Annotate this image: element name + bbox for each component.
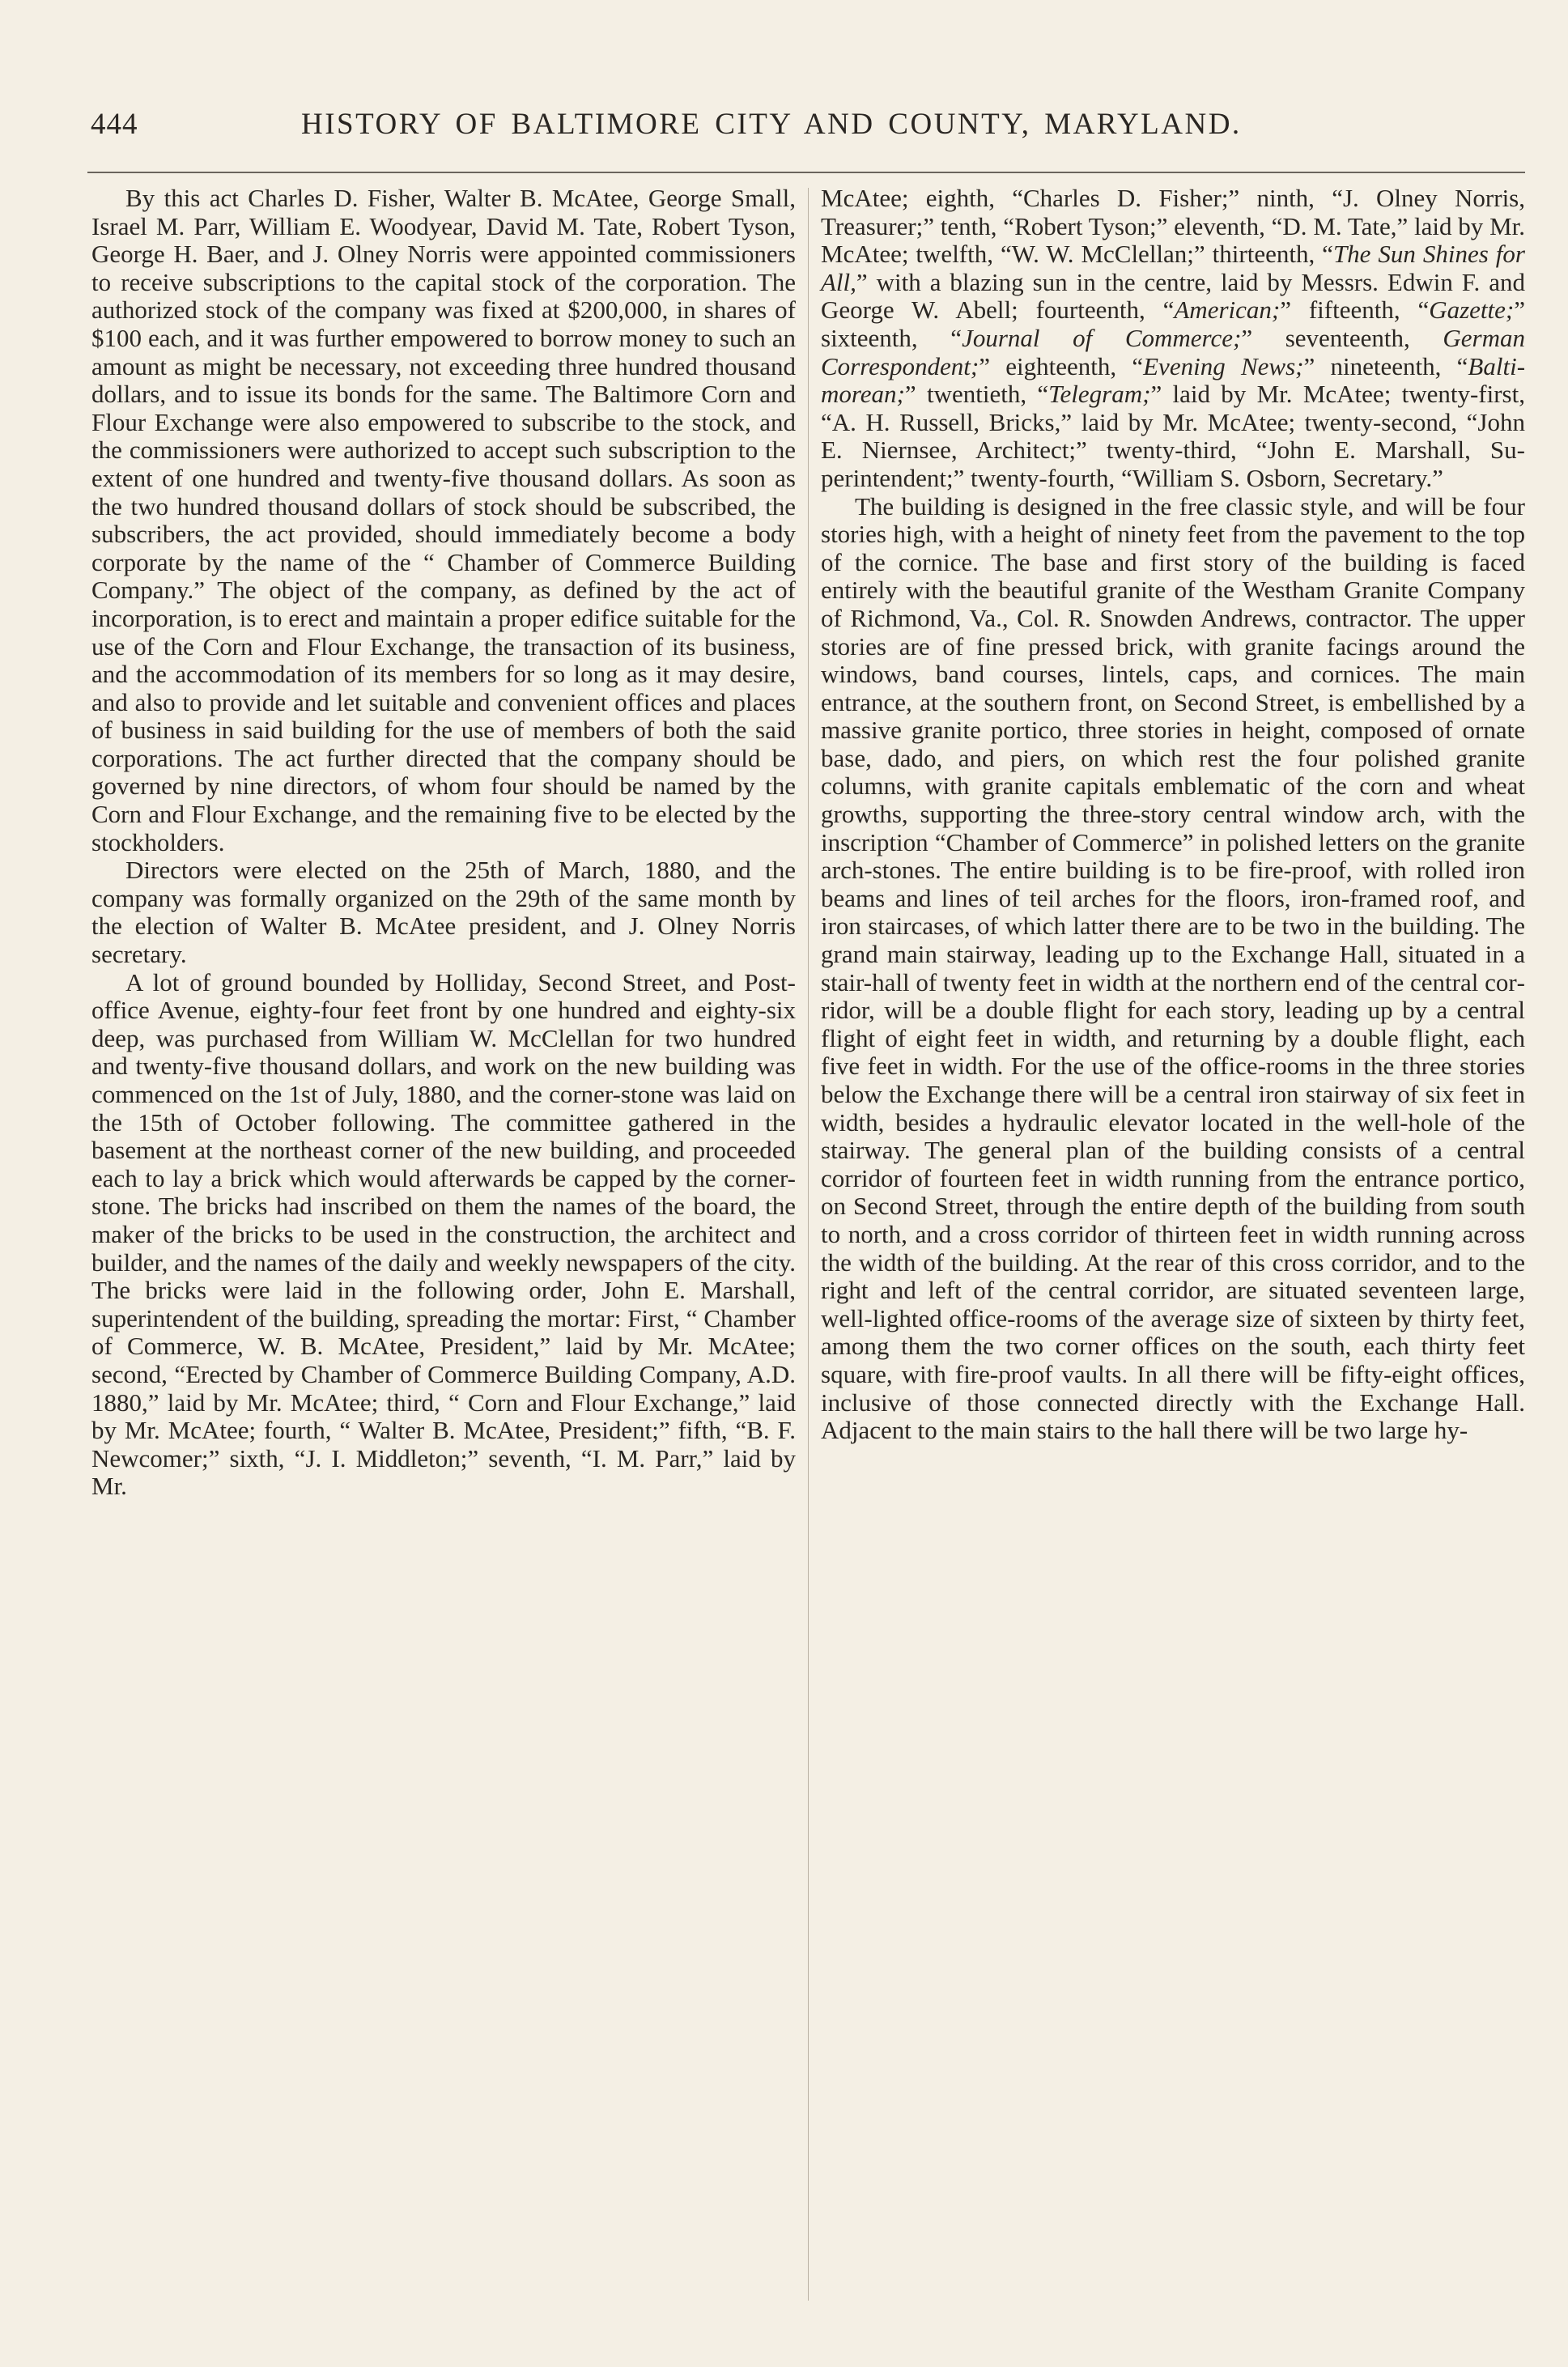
- paragraph: A lot of ground bounded by Holliday, Second Street, and Post-office Avenue, eighty-four feet front by one hundred and eighty-six deep, was purchased from William W. McClellan for two hundred and twenty-five thousand dollars, and work on the new building was commenced on the 1st of July, 1880, and the corner-stone was laid on the 15th of October following. The committee gathered in the basement at the northeast corner of the new building, and proceeded each to lay a brick which would afterwards be capped by the corner-stone. The bricks had inscribed on them the names of the board, the maker of the bricks to be used in the construction, the architect and builder, and the names of the daily and weekly newspapers of the city. The bricks were laid in the following order, John E. Marshall, superintendent of the building, spreading the mortar: First, “ Chamber of Commerce, W. B. McAtee, President,” laid by Mr. McAtee; second, “Erected by Chamber of Commerce Building Company, A.D. 1880,” laid by Mr. McAtee; third, “ Corn and Flour Exchange,” laid by Mr. McAtee; fourth, “ Walter B. McAtee, President;” fifth, “B. F. Newcomer;” sixth, “J. I. Middleton;” seventh, “I. M. Parr,” laid by Mr.: [91, 967, 796, 1501]
- left-column: [91, 185, 796, 1501]
- column-divider: [808, 188, 809, 2301]
- text-run: ” seventeenth,: [1241, 323, 1443, 352]
- newspaper-title: Gazette;: [1429, 295, 1515, 325]
- text-run: ” twentieth, “: [904, 380, 1049, 409]
- newspaper-title: Telegram;: [1048, 380, 1151, 409]
- paragraph-continued: [821, 185, 1525, 493]
- paragraph: Directors were elected on the 25th of March, 1880, and the company was formally organized on the 29th of the same month by the election of Walter B. McAtee president, and J. Olney Norris secretary.: [91, 856, 796, 969]
- text-run: ” sixteenth, “: [821, 295, 1525, 352]
- paragraph: By this act Charles D. Fisher, Walter B. McAtee, George Small, Israel M. Parr, William E. Woodyear, David M. Tate, Robert Tyson, George H. Baer, and J. Olney Norris were appointed commissioners to receive subscriptions to the capital stock of the corporation. The authorized stock of the company was fixed at $200,000, in shares of $100 each, and it was further empowered to borrow money to such an amount as might be necessary, not exceeding three hundred thousand dollars, and to issue its bonds for the same. The Baltimore Corn and Flour Exchange were also empowered to subscribe to the stock, and the commissioners were authorized to accept such subscription to the extent of one hundred and twenty-five thousand dollars. As soon as the two hundred thousand dollars of stock should be subscribed, the subscribers, the act provided, should immediately become a body corporate by the name of the “ Chamber of Commerce Building Company.” The object of the company, as defined by the act of incorporation, is to erect and maintain a proper edifice suitable for the use of the Corn and Flour Exchange, the transaction of its business, and the accommodation of its members for so long as it may desire, and also to provide and let suitable and convenient offices and places of business in said building for the use of members of both the said corporations. The act further directed that the company should be governed by nine directors, of whom four should be named by the Corn and Flour Exchange, and the remaining five to be elected by the stockholders.: [91, 184, 796, 856]
- newspaper-title: German Correspondent;: [821, 323, 1526, 380]
- text-run: ” with a blazing sun in the centre, laid by Messrs. Edwin F. and George W. Abell; fourteenth, “: [821, 267, 1525, 325]
- page-number: 444: [91, 108, 138, 141]
- newspaper-title: The Sun Shines for All,: [821, 240, 1525, 296]
- newspaper-title: Baltimorean;: [821, 351, 1526, 409]
- header-rule: [87, 172, 1525, 173]
- newspaper-title: American;: [1174, 295, 1281, 325]
- text-run: ” eighteenth, “: [979, 351, 1144, 380]
- running-head: [91, 107, 1532, 155]
- text-run: ” nineteenth, “: [1303, 351, 1468, 380]
- text-run: McAtee; eighth, “Charles D. Fisher;” ninth, “J. Olney Norris, Treasurer;” tenth, “Robert Tyson;” eleventh, “D. M. Tate,” laid by Mr. McAtee; twelfth, “W. W. McClellan;” thirteenth, “: [821, 184, 1525, 269]
- newspaper-title: Journal of Commerce;: [962, 323, 1242, 352]
- text-run: ” laid by Mr. McAtee; twenty-first, “A. H. Russell, Bricks,” laid by Mr. McAtee; twenty-second, “John E. Niernsee, Architect;” twenty-third, “John E. Marshall, Superintendent;” twenty-fourth, “William S. Osborn, Secretary.”: [821, 380, 1525, 492]
- right-column: [821, 185, 1525, 1445]
- text-run: ” fifteenth, “: [1280, 295, 1430, 325]
- paragraph: The building is designed in the free classic style, and will be four stories high, with a height of ninety feet from the pavement to the top of the cornice. The base and first story of the building is faced entirely with the beautiful granite of the Westham Granite Company of Richmond, Va., Col. R. Snowden Andrews, contractor. The upper stories are of fine pressed brick, with granite facings around the windows, band courses, lintels, caps, and cornices. The main entrance, at the southern front, on Second Street, is embellished by a massive granite portico, three stories in height, composed of ornate base, dado, and piers, on which rest the four polished granite columns, with granite capitals emblematic of the corn and wheat growths, supporting the three-story central window arch, with the inscription “Chamber of Commerce” in polished letters on the granite arch-stones. The entire building is to be fire-proof, with rolled iron beams and lines of teil arches for the floors, iron-framed roof, and iron staircases, of which latter there are to be two in the building. The grand main stairway, leading up to the Exchange Hall, situated in a stair-hall of twenty feet in width at the northern end of the central corridor, will be a double flight for each story, leading up by a central flight of eight feet in width, and returning by a double flight, each five feet in width. For the use of the office-rooms in the three stories below the Exchange there will be a central iron stairway of six feet in width, besides a hydraulic elevator located in the well-hole of the stairway. The general plan of the building consists of a central corridor of fourteen feet in width running from the entrance portico, on Second Street, through the entire depth of the building from south to north, and a cross corridor of thirteen feet in width running across the width of the building. At the rear of this cross corridor, and to the right and left of the central corridor, are situated seventeen large, well-lighted office-rooms of the average size of sixteen by thirty feet, among them the two corner offices on the south, each thirty feet square, with fire-proof vaults. In all there will be fifty-eight offices, inclusive of those connected directly with the Exchange Hall. Adjacent to the main stairs to the hall there will be two large hy-: [821, 491, 1525, 1445]
- newspaper-title: Evening News;: [1143, 351, 1304, 380]
- running-title: HISTORY OF BALTIMORE CITY AND COUNTY, MARYLAND.: [301, 108, 1242, 141]
